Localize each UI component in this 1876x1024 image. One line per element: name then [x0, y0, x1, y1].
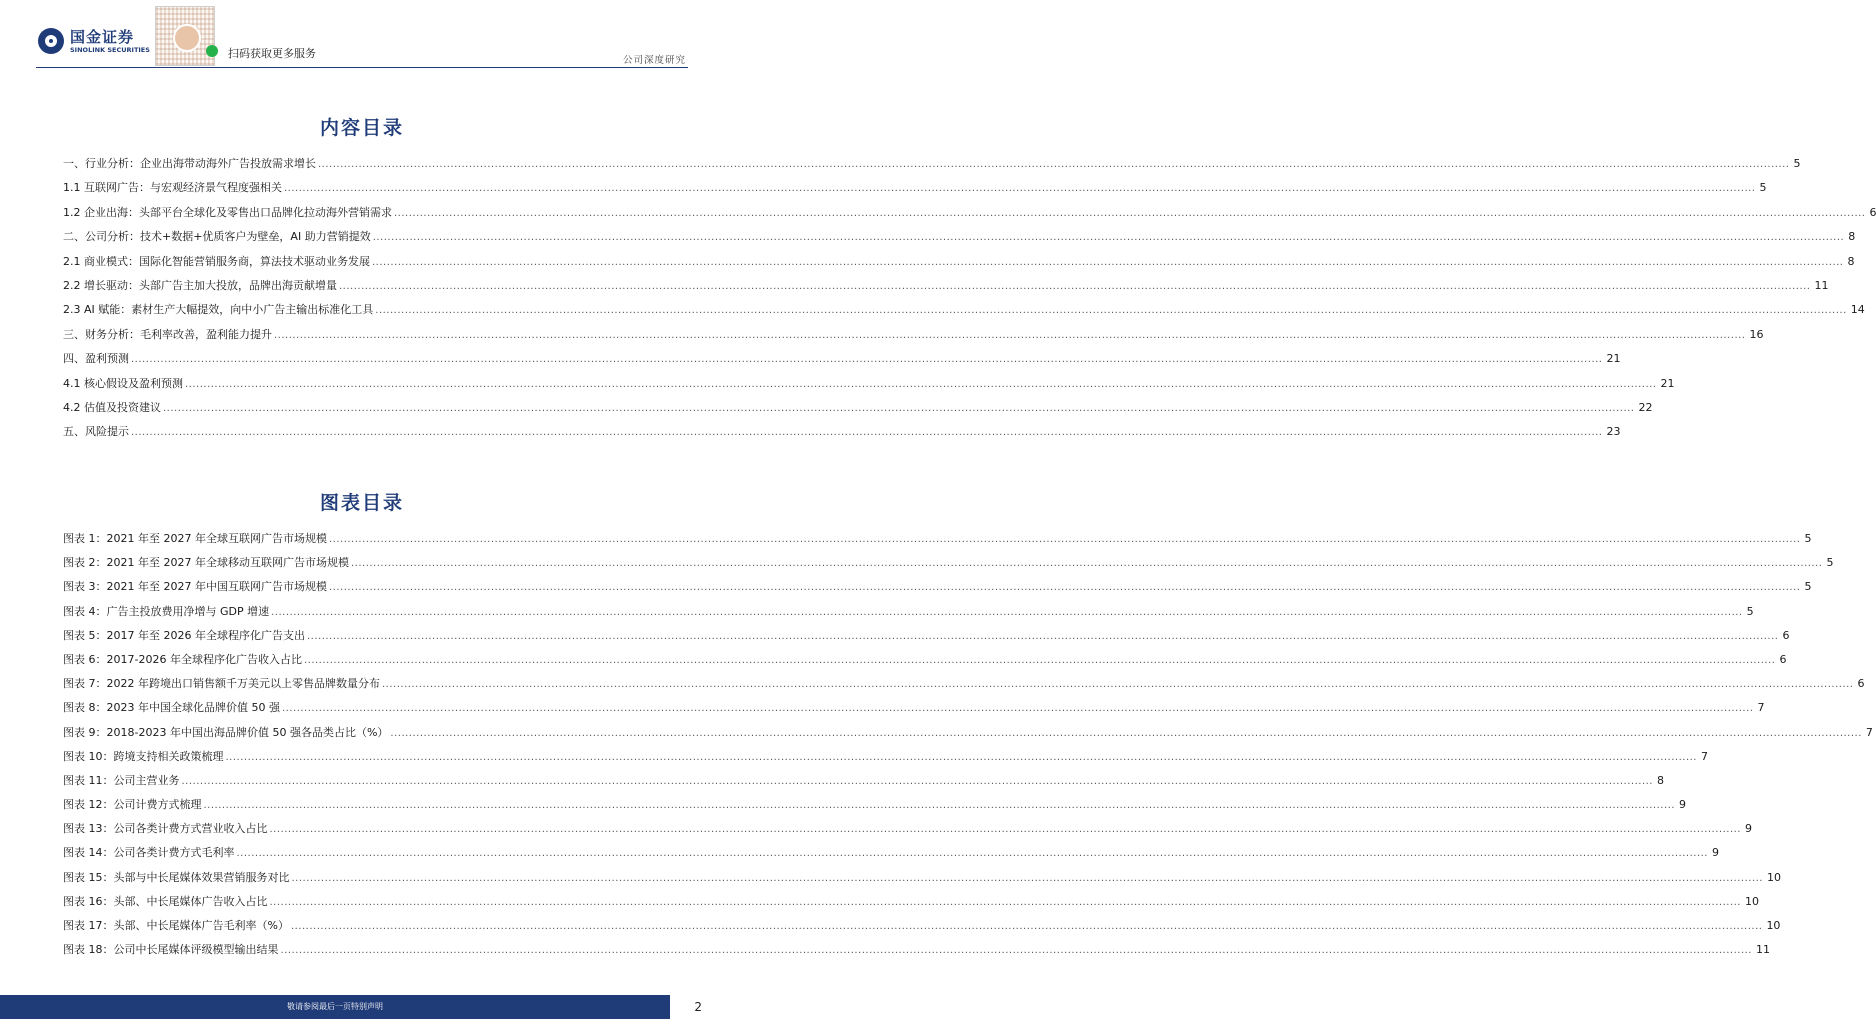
leader-dots: ................................................................................................................................................................................................................................................................................................................................................................................................................ [390, 727, 1862, 739]
footer-disclaimer: 敬请参阅最后一页特别声明 [287, 1002, 383, 1011]
brand-logo [38, 28, 150, 54]
figure-entry-number: 图表 13： [63, 822, 114, 836]
toc-entry-page: 23 [1606, 425, 1621, 439]
figure-entry-number: 图表 1： [63, 532, 107, 545]
leader-dots: ................................................................................................................................................................................................................................................................................................................................................................................................................ [131, 427, 1603, 439]
figure-entry-number: 图表 5： [63, 628, 107, 642]
leader-dots: ................................................................................................................................................................................................................................................................................................................................................................................................................ [225, 751, 1697, 763]
figure-entry-number: 图表 3： [63, 580, 107, 594]
figure-entry[interactable] [63, 844, 1719, 868]
leader-dots: ................................................................................................................................................................................................................................................................................................................................................................................................................ [303, 654, 1776, 666]
figure-entry-number: 图表 11： [63, 773, 114, 787]
leader-dots: ................................................................................................................................................................................................................................................................................................................................................................................................................ [269, 896, 1741, 908]
figure-entry-page: 5 [1826, 556, 1834, 570]
figure-entry-title: 公司各类计费方式毛利率 [113, 846, 235, 860]
toc-entry-label: 四、盈利预测 [63, 352, 129, 366]
figure-entry-number: 图表 12： [63, 798, 114, 812]
page-number: 2 [694, 1000, 702, 1014]
figure-entry[interactable] [63, 530, 1812, 554]
figure-entry-title: 2022 年跨境出口销售额千万美元以上零售品牌数量分布 [106, 677, 380, 691]
figure-entry[interactable] [63, 554, 1834, 578]
figure-entry-page: 8 [1656, 773, 1664, 787]
figure-entry-title: 公司各类计费方式营业收入占比 [113, 822, 268, 836]
toc-entry-page: 14 [1850, 303, 1865, 317]
figure-entry-title: 头部、中长尾媒体广告毛利率（%） [113, 919, 289, 932]
leader-dots: ................................................................................................................................................................................................................................................................................................................................................................................................................ [291, 872, 1763, 884]
toc-entry[interactable] [63, 179, 1767, 203]
figure-entry-page: 11 [1755, 943, 1770, 957]
leader-dots: ................................................................................................................................................................................................................................................................................................................................................................................................................ [372, 232, 1845, 244]
figure-entry-page: 10 [1766, 919, 1781, 932]
figures-title: 图表目录 [319, 492, 404, 514]
leader-dots: ................................................................................................................................................................................................................................................................................................................................................................................................................ [339, 280, 1811, 292]
figure-entry-title: 2021 年至 2027 年全球互联网广告市场规模 [106, 532, 327, 545]
toc-entry[interactable] [63, 423, 1621, 447]
figure-entry-title: 2021 年至 2027 年中国互联网广告市场规模 [106, 580, 327, 594]
figure-entry[interactable] [63, 724, 1873, 748]
figure-entry-page: 5 [1804, 532, 1812, 545]
toc-entry-label: 2.3 AI 赋能：素材生产大幅提效，向中小广告主输出标准化工具 [63, 303, 374, 317]
leader-dots: ................................................................................................................................................................................................................................................................................................................................................................................................................ [318, 159, 1790, 170]
leader-dots: ................................................................................................................................................................................................................................................................................................................................................................................................................ [281, 703, 1754, 715]
toc-entry[interactable] [63, 350, 1621, 374]
leader-dots: ................................................................................................................................................................................................................................................................................................................................................................................................................ [372, 256, 1844, 268]
figure-entry-title: 跨境支持相关政策梳理 [113, 749, 224, 763]
figure-entry-title: 公司中长尾媒体评级模型输出结果 [113, 943, 279, 957]
leader-dots: ................................................................................................................................................................................................................................................................................................................................................................................................................ [284, 183, 1756, 195]
figure-entry[interactable] [63, 917, 1781, 941]
figure-entry-title: 公司计费方式梳理 [113, 798, 202, 812]
toc-entry-label: 二、公司分析：技术+数据+优质客户为壁垒，AI 助力营销提效 [63, 230, 371, 244]
page-header [0, 0, 724, 70]
toc-entry-label: 1.2 企业出海：头部平台全球化及零售出口品牌化拉动海外营销需求 [63, 205, 392, 219]
figure-entry-page: 9 [1678, 798, 1686, 812]
figure-entry[interactable] [63, 941, 1770, 965]
figure-entry[interactable] [63, 651, 1787, 675]
toc-entry-page: 6 [1869, 205, 1876, 219]
toc-entry-label: 2.2 增长驱动：头部广告主加大投放，品牌出海贡献增量 [63, 278, 337, 292]
toc-entry-page: 8 [1848, 230, 1856, 244]
toc-entry-page: 22 [1638, 400, 1653, 414]
leader-dots: ................................................................................................................................................................................................................................................................................................................................................................................................................ [394, 207, 1866, 219]
figure-entry-page: 7 [1757, 701, 1765, 715]
leader-dots: ................................................................................................................................................................................................................................................................................................................................................................................................................ [290, 921, 1763, 932]
figure-entry-title: 广告主投放费用净增与 GDP 增速 [106, 604, 270, 618]
toc-entry-label: 2.1 商业模式：国际化智能营销服务商，算法技术驱动业务发展 [63, 254, 370, 268]
toc-entry[interactable] [63, 253, 1855, 277]
toc-entry[interactable] [63, 326, 1764, 350]
toc-entry-page: 5 [1793, 157, 1801, 170]
figure-entry-title: 2021 年至 2027 年全球移动互联网广告市场规模 [106, 556, 349, 570]
figure-entry-title: 2017 年至 2026 年全球程序化广告支出 [106, 628, 305, 642]
toc-entry[interactable] [63, 399, 1653, 423]
brand-mark-icon [38, 28, 64, 54]
brand-name-cn: 国金证券 [70, 27, 135, 46]
leader-dots: ................................................................................................................................................................................................................................................................................................................................................................................................................ [131, 354, 1603, 366]
toc-entry[interactable] [63, 375, 1675, 399]
figure-entry-number: 图表 4： [63, 604, 107, 618]
figure-entry-page: 6 [1779, 652, 1787, 666]
toc-entry-label: 4.2 估值及投资建议 [63, 400, 161, 414]
figure-entry-number: 图表 17： [63, 919, 114, 932]
leader-dots: ................................................................................................................................................................................................................................................................................................................................................................................................................ [328, 582, 1801, 594]
figure-entry[interactable] [63, 675, 1865, 699]
figure-entry[interactable] [63, 748, 1708, 772]
toc-entry-label: 1.1 互联网广告：与宏观经济景气程度强相关 [63, 181, 282, 195]
figure-entry[interactable] [63, 893, 1759, 917]
figure-entry[interactable] [63, 796, 1686, 820]
figure-entry-title: 头部、中长尾媒体广告收入占比 [113, 894, 268, 908]
qr-caption: 扫码获取更多服务 [228, 47, 316, 60]
figure-entry-title: 2017-2026 年全球程序化广告收入占比 [106, 652, 302, 666]
figure-entry-page: 5 [1746, 604, 1754, 618]
figure-entry-number: 图表 16： [63, 894, 114, 908]
toc-entry[interactable] [63, 155, 1801, 179]
toc-entry-page: 16 [1749, 327, 1764, 341]
qr-code-icon[interactable] [155, 6, 215, 66]
figure-entry[interactable] [63, 603, 1754, 627]
figure-entry-number: 图表 8： [63, 701, 107, 715]
toc-entry-page: 21 [1606, 352, 1621, 366]
header-divider [36, 67, 688, 68]
figure-entry-title: 头部与中长尾媒体效果营销服务对比 [113, 870, 290, 884]
toc-entry-page: 21 [1660, 376, 1675, 390]
toc-entry-label: 一、行业分析：企业出海带动海外广告投放需求增长 [63, 157, 316, 170]
figure-entry-title: 2023 年中国全球化品牌价值 50 强 [106, 701, 280, 715]
figure-entry-number: 图表 9： [63, 725, 107, 739]
figures-list [63, 530, 1873, 965]
toc-entry[interactable] [63, 228, 1856, 252]
document-type: 公司深度研究 [622, 55, 686, 66]
contents-list [63, 155, 1876, 448]
figure-entry-page: 5 [1804, 580, 1812, 594]
leader-dots: ................................................................................................................................................................................................................................................................................................................................................................................................................ [306, 630, 1779, 642]
leader-dots: ................................................................................................................................................................................................................................................................................................................................................................................................................ [269, 824, 1741, 836]
figure-entry-number: 图表 15： [63, 870, 114, 884]
figure-entry-page: 10 [1744, 894, 1759, 908]
figure-entry-title: 公司主营业务 [113, 773, 180, 787]
figure-entry-page: 9 [1711, 846, 1719, 860]
toc-entry-label: 三、财务分析：毛利率改善，盈利能力提升 [63, 327, 272, 341]
leader-dots: ................................................................................................................................................................................................................................................................................................................................................................................................................ [185, 378, 1657, 390]
toc-entry[interactable] [63, 204, 1876, 228]
page-footer [0, 995, 724, 1024]
toc-entry-page: 8 [1847, 254, 1855, 268]
figure-entry-number: 图表 7： [63, 677, 107, 691]
figure-entry[interactable] [63, 578, 1812, 602]
leader-dots: ................................................................................................................................................................................................................................................................................................................................................................................................................ [271, 606, 1743, 618]
leader-dots: ................................................................................................................................................................................................................................................................................................................................................................................................................ [163, 402, 1635, 414]
figure-entry-page: 6 [1857, 677, 1865, 691]
figure-entry[interactable] [63, 699, 1765, 723]
leader-dots: ................................................................................................................................................................................................................................................................................................................................................................................................................ [181, 775, 1653, 787]
figure-entry-page: 7 [1865, 725, 1873, 739]
leader-dots: ................................................................................................................................................................................................................................................................................................................................................................................................................ [375, 305, 1847, 317]
leader-dots: ................................................................................................................................................................................................................................................................................................................................................................................................................ [328, 534, 1801, 545]
toc-entry-label: 4.1 核心假设及盈利预测 [63, 376, 183, 390]
toc-entry-label: 五、风险提示 [63, 425, 129, 439]
leader-dots: ................................................................................................................................................................................................................................................................................................................................................................................................................ [382, 679, 1854, 691]
figure-entry-number: 图表 14： [63, 846, 114, 860]
leader-dots: ................................................................................................................................................................................................................................................................................................................................................................................................................ [280, 945, 1752, 957]
figure-entry[interactable] [63, 627, 1790, 651]
figure-entry-number: 图表 2： [63, 556, 107, 570]
toc-entry-page: 11 [1814, 278, 1829, 292]
figure-entry-number: 图表 6： [63, 652, 107, 666]
leader-dots: ................................................................................................................................................................................................................................................................................................................................................................................................................ [203, 800, 1675, 812]
figure-entry-page: 7 [1700, 749, 1708, 763]
figure-entry-number: 图表 10： [63, 749, 114, 763]
wechat-badge-icon [206, 45, 218, 57]
figure-entry[interactable] [63, 820, 1752, 844]
figure-entry-page: 6 [1782, 628, 1790, 642]
figure-entry-page: 10 [1766, 870, 1781, 884]
leader-dots: ................................................................................................................................................................................................................................................................................................................................................................................................................ [350, 558, 1823, 570]
toc-entry[interactable] [63, 277, 1829, 301]
leader-dots: ................................................................................................................................................................................................................................................................................................................................................................................................................ [236, 848, 1708, 860]
figure-entry-page: 9 [1744, 822, 1752, 836]
figure-entry-number: 图表 18： [63, 943, 114, 957]
brand-name-en: SINOLINK SECURITIES [70, 45, 150, 54]
figure-entry[interactable] [63, 772, 1664, 796]
figure-entry-title: 2018-2023 年中国出海品牌价值 50 强各品类占比（%） [106, 725, 389, 739]
leader-dots: ................................................................................................................................................................................................................................................................................................................................................................................................................ [274, 329, 1746, 341]
figure-entry[interactable] [63, 869, 1781, 893]
toc-entry-page: 5 [1759, 181, 1767, 195]
contents-title: 内容目录 [319, 117, 404, 139]
toc-entry[interactable] [63, 301, 1865, 325]
